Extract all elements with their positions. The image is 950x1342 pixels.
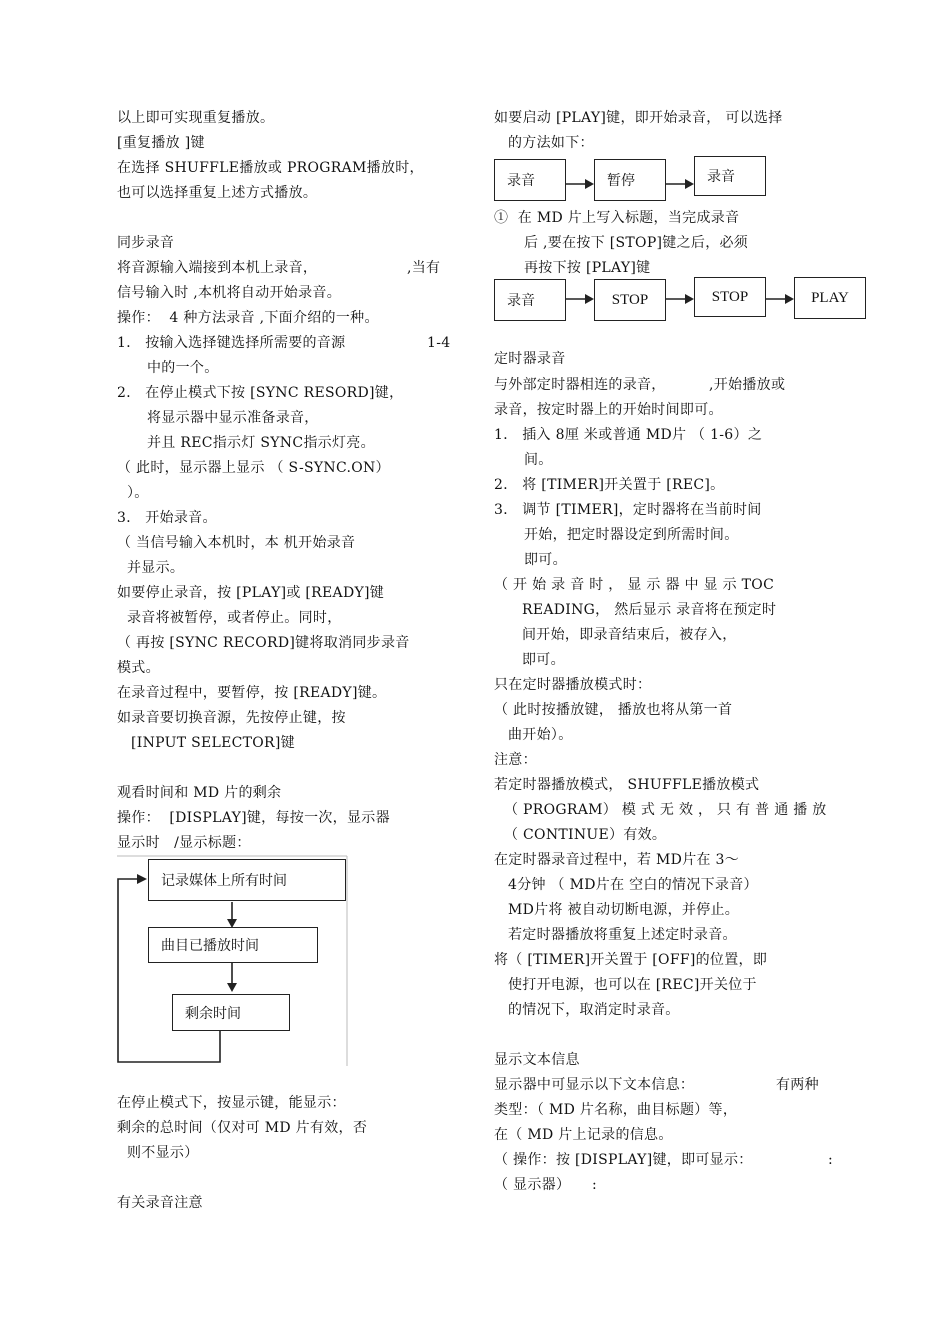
- text-line: 在录音过程中，要暂停，按 [READY]键。: [117, 685, 387, 701]
- text-line: 录音，按定时器上的开始时间即可。: [494, 402, 723, 418]
- flow-box-play: [794, 277, 866, 319]
- text-line: 2． 将 [TIMER]开关置于 [REC]。: [494, 477, 725, 493]
- flow-box-label: 录音: [507, 173, 535, 189]
- text-line: 在定时器录音过程中，若 MD片在 3～: [494, 852, 740, 868]
- text-line: 的情况下，取消定时录音。: [508, 1002, 680, 1018]
- text-line: 后 ,要在按下 [STOP]键之后，必须: [524, 235, 749, 251]
- text-line: 4分钟 （ MD片在 空白的情况下录音）: [508, 877, 758, 893]
- text-line: 显示器中可显示以下文本信息：: [494, 1077, 695, 1093]
- text-line: READING， 然后显示 录音将在预定时: [522, 602, 777, 618]
- text-line: 间开始，即录音结束后，被存入，: [522, 627, 737, 643]
- text-line: ① 在 MD 片上写入标题，当完成录音: [494, 210, 740, 226]
- flow-box-total-time: [148, 859, 346, 901]
- text-line: 1． 按输入选择键选择所需要的音源: [117, 335, 346, 351]
- text-line: [重复播放 ]键: [117, 135, 205, 151]
- text-line: 在（ MD 片上记录的信息。: [494, 1127, 673, 1143]
- text-line: 的方法如下：: [508, 135, 594, 151]
- text-line: :: [828, 1152, 834, 1168]
- flow-box-label: STOP: [611, 291, 649, 308]
- text-line: 以上即可实现重复播放。: [117, 110, 275, 126]
- text-line: 并显示。: [127, 560, 185, 576]
- text-line: 间。: [524, 452, 553, 468]
- text-line: 1． 插入 8厘 米或普通 MD片 （ 1-6）之: [494, 427, 763, 443]
- text-line: 3． 开始录音。: [117, 510, 217, 526]
- text-line: 即可。: [522, 652, 565, 668]
- text-line: ,开始播放或: [709, 377, 786, 393]
- text-line: 操作： [DISPLAY]键，每按一次，显示器: [117, 810, 390, 826]
- text-line: 1-4: [427, 335, 451, 351]
- text-line: 再按下按 [PLAY]键: [524, 260, 651, 276]
- flow-box-label: 剩余时间: [185, 1005, 241, 1022]
- flow-box-label: PLAY: [811, 289, 849, 306]
- text-line: 操作： 4 种方法录音 ,下面介绍的一种。: [117, 310, 379, 326]
- text-line: ）。: [127, 485, 149, 501]
- text-line: 将显示器中显示准备录音，: [147, 410, 319, 426]
- text-line: 并且 REC指示灯 SYNC指示灯亮。: [147, 435, 375, 451]
- text-line: 模式。: [117, 660, 160, 676]
- text-line: 2． 在停止模式下按 [SYNC RESORD]键，: [117, 385, 404, 401]
- flow-box-record: [694, 156, 766, 196]
- flow-box-record: [494, 159, 566, 201]
- text-line: 注意：: [494, 752, 537, 768]
- text-line: 信号输入时 ,本机将自动开始录音。: [117, 285, 341, 301]
- text-line: 录音将被暂停，或者停止。同时，: [127, 610, 342, 626]
- text-line: 类型：（ MD 片名称，曲目标题）等，: [494, 1102, 738, 1118]
- flow-box-label: 录音: [507, 293, 535, 309]
- text-line: 剩余的总时间（仅对可 MD 片有效，否: [117, 1120, 368, 1136]
- flow-box-label: STOP: [711, 288, 749, 305]
- text-line: 也可以选择重复上述方式播放。: [117, 185, 318, 201]
- flow-box-stop: [694, 277, 766, 317]
- text-line: （ 此时按播放键， 播放也将从第一首: [494, 702, 733, 718]
- flow-box-remaining-time: [172, 994, 290, 1031]
- text-line: （ PROGRAM） 模 式 无 效 ， 只 有 普 通 播 放: [504, 802, 827, 818]
- text-line: 如要停止录音，按 [PLAY]或 [READY]键: [117, 585, 385, 601]
- text-line: 如录音要切换音源，先按停止键，按: [117, 710, 346, 726]
- text-line: 有两种: [776, 1077, 819, 1093]
- text-line: 则不显示）: [127, 1145, 199, 1161]
- text-line: （ 开 始 录 音 时 ， 显 示 器 中 显 示 TOC: [494, 577, 775, 593]
- text-line: ,当有: [407, 260, 441, 276]
- flow-box-record: [494, 279, 566, 321]
- text-line: MD片将 被自动切断电源，并停止。: [508, 902, 740, 918]
- section-heading: 同步录音: [117, 235, 175, 251]
- text-line: 如要启动 [PLAY]键，即开始录音， 可以选择: [494, 110, 783, 126]
- text-line: （ 操作：按 [DISPLAY]键，即可显示：: [494, 1152, 753, 1168]
- flow-box-stop: [594, 279, 666, 321]
- text-line: 若定时器播放模式， SHUFFLE播放模式: [494, 777, 760, 793]
- section-heading: 定时器录音: [494, 351, 566, 367]
- text-line: 3． 调节 [TIMER]，定时器将在当前时间: [494, 502, 762, 518]
- text-line: 中的一个。: [147, 360, 219, 376]
- text-line: 与外部定时器相连的录音，: [494, 377, 666, 393]
- flow-box-elapsed-time: [148, 927, 318, 963]
- text-line: 只在定时器播放模式时：: [494, 677, 652, 693]
- flow-box-pause: [594, 159, 666, 201]
- text-line: 观看时间和 MD 片的剩余: [117, 785, 282, 801]
- flow-box-label: 录音: [707, 169, 735, 185]
- text-line: （ 显示器）: [494, 1177, 571, 1193]
- text-line: （ 再按 [SYNC RECORD]键将取消同步录音: [117, 635, 410, 651]
- text-line: （ 此时，显示器上显示 （ S-SYNC.ON）: [117, 460, 390, 476]
- display-cycle-arrows: [117, 0, 467, 1342]
- section-heading: 有关录音注意: [117, 1195, 203, 1211]
- text-line: （ CONTINUE）有效。: [504, 827, 667, 843]
- text-line: 开始，把定时器设定到所需时间。: [524, 527, 739, 543]
- text-line: 在停止模式下，按显示键，能显示：: [117, 1095, 346, 1111]
- flow-box-label: 曲目已播放时间: [161, 938, 259, 954]
- text-line: （ 当信号输入本机时，本 机开始录音: [117, 535, 356, 551]
- text-line: :: [592, 1177, 598, 1193]
- text-line: 在选择 SHUFFLE播放或 PROGRAM播放时，: [117, 160, 424, 176]
- section-heading: 显示文本信息: [494, 1052, 580, 1068]
- text-line: 即可。: [524, 552, 567, 568]
- flow-box-label: 暂停: [607, 173, 635, 189]
- flow-box-label: 记录媒体上所有时间: [161, 873, 287, 889]
- text-line: 显示时 /显示标题：: [117, 835, 251, 851]
- text-line: 将音源输入端接到本机上录音，: [117, 260, 318, 276]
- text-line: 使打开电源，也可以在 [REC]开关位于: [508, 977, 757, 993]
- text-line: 曲开始）。: [508, 727, 573, 743]
- text-line: 若定时器播放将重复上述定时录音。: [508, 927, 737, 943]
- text-line: [INPUT SELECTOR]键: [131, 735, 295, 751]
- text-line: 将（ [TIMER]开关置于 [OFF]的位置，即: [494, 952, 768, 968]
